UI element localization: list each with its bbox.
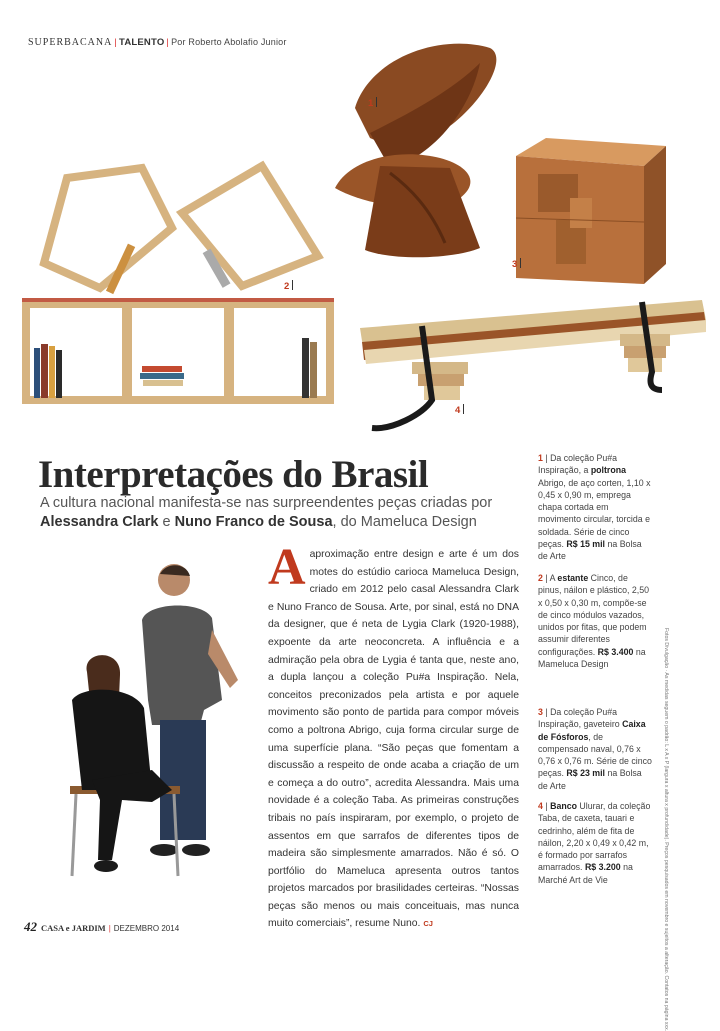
page-footer: 42 CASA e JARDIM | DEZEMBRO 2014 — [24, 919, 180, 934]
issue-date: DEZEMBRO 2014 — [113, 924, 180, 933]
image-number-4: 4 — [455, 404, 464, 416]
armchair-abrigo-image — [330, 38, 510, 260]
article-title: Interpretações do Brasil — [38, 453, 429, 496]
drop-cap: A — [268, 539, 306, 596]
subsection-name: TALENTO — [119, 37, 165, 48]
end-mark: CJ — [423, 919, 433, 929]
caption-1: 1 | Da coleção Pu#a Inspiração, a poltrona Abrigo, de aço corten, 1,10 x 0,45 x 0,90 m, emprega chapa cortada em movimento circular, torcida e soldada. Série de cinco peças. R$ 15 mil na Bolsa de Arte — [538, 453, 651, 562]
image-number-1: 1 — [368, 97, 377, 109]
caption-3: 3 | Da coleção Pu#a Inspiração, gaveteiro Caixa de Fósforos, de compensado naval, 0,76 x 0,76 x 0,76 m. Série de cinco peças. R$ 23 mil na Bolsa de Arte — [538, 707, 652, 791]
section-name: SUPERBACANA — [28, 37, 113, 48]
drawer-cabinet-image — [516, 138, 666, 284]
article-body — [268, 539, 519, 933]
photo-credit: Fotos Divulgação · As medidas seguem o padrão: L x A x P (largura x altura x profundidade). Preços pesquisados em novembro e sujeitos a alteração. Contatos na página xxx. — [663, 628, 669, 1031]
page-header: SUPERBACANA | TALENTO | Por Roberto Abolafio Junior — [28, 37, 287, 48]
designers-photo — [62, 560, 252, 890]
byline: Por Roberto Abolafio Junior — [171, 37, 287, 47]
designer-name-2: Nuno Franco de Sousa — [174, 514, 333, 530]
image-number-3: 3 — [512, 258, 521, 270]
bench-ulurar-image — [352, 290, 708, 436]
caption-4: 4 | Banco Ulurar, da coleção Taba, de caxeta, tauari e cedrinho, além de fita de náilon, 2,20 x 0,49 x 0,42 m, é formado por sarrafos amarrados. R$ 3.200 na Marché Art de Vie — [538, 801, 651, 885]
caption-2: 2 | A estante Cinco, de pinus, náilon e plástico, 2,50 x 0,50 x 0,30 m, compõe-se de cinco módulos vazados, unidos por fitas, que podem assumir diferentes configurações. R$ 3.400 na Mameluca Design — [538, 573, 650, 670]
page-number: 42 — [24, 919, 37, 934]
image-number-2: 2 — [284, 280, 293, 292]
magazine-name: CASA e JARDIM — [41, 923, 106, 933]
article-subtitle: A cultura nacional manifesta-se nas surpreendentes peças criadas por Alessandra Clark e Nuno Franco de Sousa, do Mameluca Design — [40, 495, 493, 530]
designer-name-1: Alessandra Clark — [40, 514, 159, 530]
body-paragraph: aproximação entre design e arte é um dos motes do estúdio carioca Mameluca Design, criado em 2012 pelo casal Alessandra Clark e Nuno Franco de Sousa. Arte, por sinal, está no DNA da designer, que é neta de Lygia Clark (1920-1988), expoente da arte neoconcreta. A influência e a admiração pela obra de Lygia é tanta que, neste ano, a dupla lançou a coleção Pu#a Inspiração. Nela, conceitos preconizados pela artista e por aquele movimento são ponto de partida para compor móveis como a poltrona Abrigo, cuja forma circular surge de uma superfície plana. “São peças que fomentam a discussão a respeito de onde acaba a criação de um e começa a do outro”, acredita Alessandra. Mais uma novidade é a coleção Taba. As primeiras construções tribais no país inspiraram, por exemplo, o projeto de assentos em que sarrafos de diferentes tipos de madeira são simplesmente amarrados. Não é só. O portfólio do Mameluca apresenta outros tantos projetos marcados por brasilidades certeiras. “Nossas peças são menos ou mais conceituais, mas nunca muito comerciais”, resume Nuno. — [268, 549, 519, 930]
